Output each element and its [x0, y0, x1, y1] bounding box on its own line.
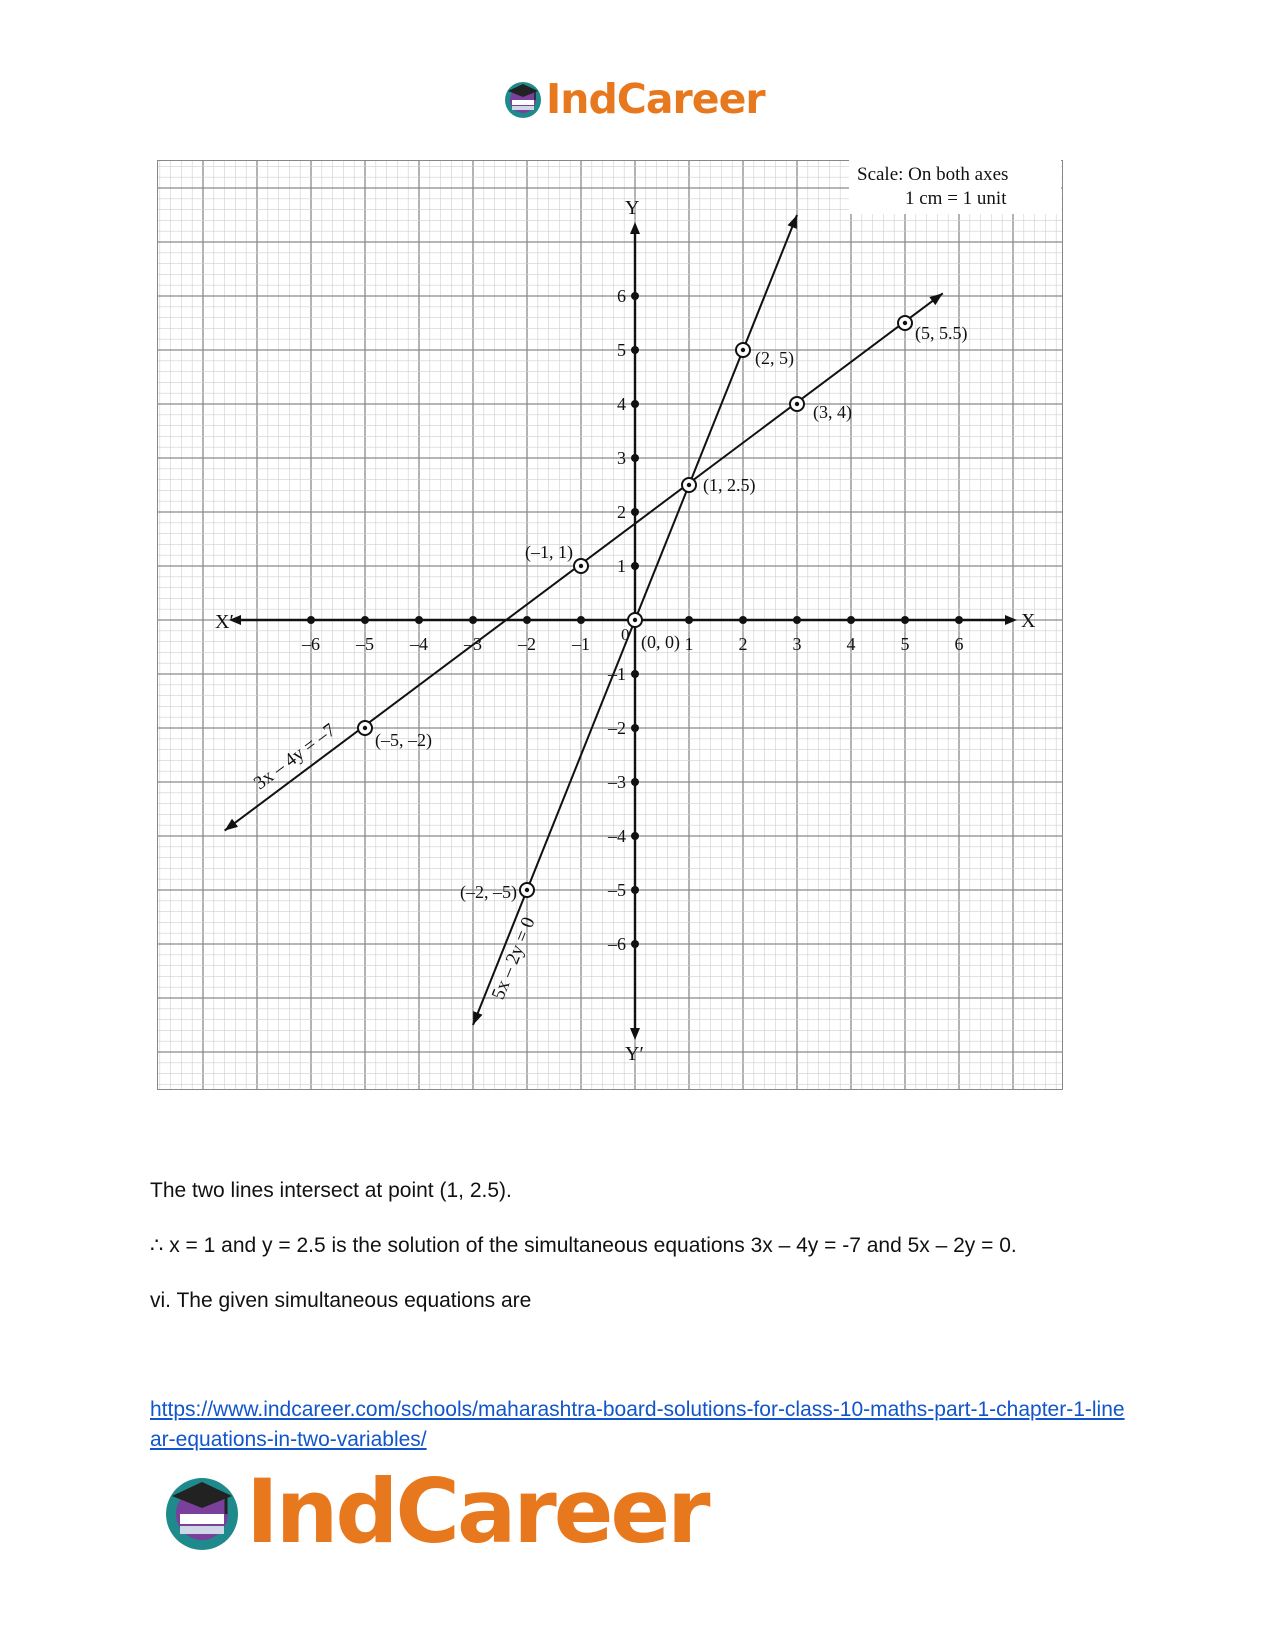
x-tick-label: –3	[464, 634, 482, 654]
series-name-label: 3x – 4y = –7	[250, 719, 340, 795]
x-tick-label: 4	[846, 634, 856, 654]
scale-note	[849, 160, 1061, 214]
x-axis-neg-label: X′	[215, 611, 234, 633]
data-point-center	[633, 618, 637, 622]
data-point-center	[363, 726, 367, 730]
x-tick-label: 3	[792, 634, 802, 654]
y-tick-dot	[631, 724, 639, 732]
data-point-label: (–2, –5)	[460, 882, 517, 902]
x-tick-dot	[685, 616, 693, 624]
series-arrow	[225, 819, 238, 831]
y-tick-dot	[631, 778, 639, 786]
y-tick-label: 6	[617, 286, 626, 306]
x-tick-label: 2	[738, 634, 748, 654]
y-axis-neg-label: Y′	[625, 1043, 644, 1065]
origin-label: 0	[621, 625, 630, 644]
y-tick-label: –5	[608, 880, 626, 900]
x-axis-label: X	[1021, 610, 1036, 632]
x-tick-dot	[361, 616, 369, 624]
y-tick-dot	[631, 346, 639, 354]
series-arrow	[473, 1011, 482, 1025]
x-tick-label: 5	[900, 634, 910, 654]
y-axis-label: Y	[625, 197, 640, 219]
data-point-center	[903, 321, 907, 325]
graduation-cap-icon	[502, 78, 544, 120]
series-name-label: 5x – 2y = 0	[487, 914, 540, 1003]
series-arrow	[929, 293, 942, 305]
x-tick-label: –1	[572, 634, 590, 654]
y-tick-dot	[631, 886, 639, 894]
x-tick-dot	[847, 616, 855, 624]
y-tick-dot	[631, 400, 639, 408]
x-tick-dot	[523, 616, 531, 624]
x-tick-label: –4	[410, 634, 428, 654]
data-point-label: (0, 0)	[641, 632, 680, 652]
x-axis-arrow	[1005, 615, 1017, 625]
paragraph-intersection: The two lines intersect at point (1, 2.5).	[150, 1179, 512, 1202]
series-arrow	[788, 215, 797, 229]
y-axis-arrow	[630, 222, 640, 234]
footer-logo	[160, 1460, 708, 1563]
y-tick-label: 3	[617, 448, 626, 468]
x-tick-label: 6	[954, 634, 964, 654]
graph-chart	[157, 160, 1063, 1090]
x-tick-dot	[577, 616, 585, 624]
x-tick-label: 1	[684, 634, 694, 654]
y-tick-dot	[631, 832, 639, 840]
data-point-center	[741, 348, 745, 352]
source-link[interactable]: https://www.indcareer.com/schools/maharashtra-board-solutions-for-class-10-maths-part-1-chapter-1-linear-equations-in-two-variables/	[150, 1398, 1125, 1451]
y-tick-label: –6	[608, 934, 626, 954]
x-tick-dot	[955, 616, 963, 624]
x-tick-dot	[469, 616, 477, 624]
x-tick-label: –2	[518, 634, 536, 654]
y-tick-label: 4	[617, 394, 626, 414]
scale-note-line-2: 1 cm = 1 unit	[905, 188, 1007, 209]
data-point-label: (2, 5)	[755, 348, 794, 368]
data-point-label: (–5, –2)	[375, 730, 432, 750]
y-tick-label: 2	[617, 502, 626, 522]
y-tick-dot	[631, 454, 639, 462]
x-tick-label: –6	[302, 634, 320, 654]
y-tick-label: –4	[608, 826, 626, 846]
x-tick-dot	[901, 616, 909, 624]
graduation-cap-icon	[160, 1470, 244, 1554]
data-point-label: (3, 4)	[813, 402, 852, 422]
x-tick-dot	[739, 616, 747, 624]
y-tick-label: 1	[617, 556, 626, 576]
data-point-label: (1, 2.5)	[703, 475, 756, 495]
y-tick-label: –2	[608, 718, 626, 738]
logo-wordmark: IndCareer	[246, 1460, 708, 1563]
y-tick-label: –3	[608, 772, 626, 792]
data-point-center	[795, 402, 799, 406]
y-tick-dot	[631, 562, 639, 570]
x-tick-dot	[793, 616, 801, 624]
data-point-center	[579, 564, 583, 568]
y-axis-arrow	[630, 1028, 640, 1040]
y-tick-dot	[631, 940, 639, 948]
data-point-label: (5, 5.5)	[915, 323, 968, 343]
data-point-label: (–1, 1)	[525, 542, 573, 562]
y-tick-dot	[631, 670, 639, 678]
y-tick-dot	[631, 508, 639, 516]
data-point-center	[687, 483, 691, 487]
header-logo	[502, 74, 765, 123]
paragraph-solution: ∴ x = 1 and y = 2.5 is the solution of the simultaneous equations 3x – 4y = -7 and 5x – 2y = 0.	[150, 1234, 1017, 1257]
y-tick-dot	[631, 292, 639, 300]
x-tick-dot	[415, 616, 423, 624]
data-point-center	[525, 888, 529, 892]
paragraph-next-question: vi. The given simultaneous equations are	[150, 1289, 532, 1312]
x-tick-dot	[307, 616, 315, 624]
logo-wordmark: IndCareer	[546, 74, 765, 123]
scale-note-line-1: Scale: On both axes	[857, 164, 1009, 185]
y-tick-label: 5	[617, 340, 626, 360]
y-tick-label: –1	[608, 664, 626, 684]
x-tick-label: –5	[356, 634, 374, 654]
